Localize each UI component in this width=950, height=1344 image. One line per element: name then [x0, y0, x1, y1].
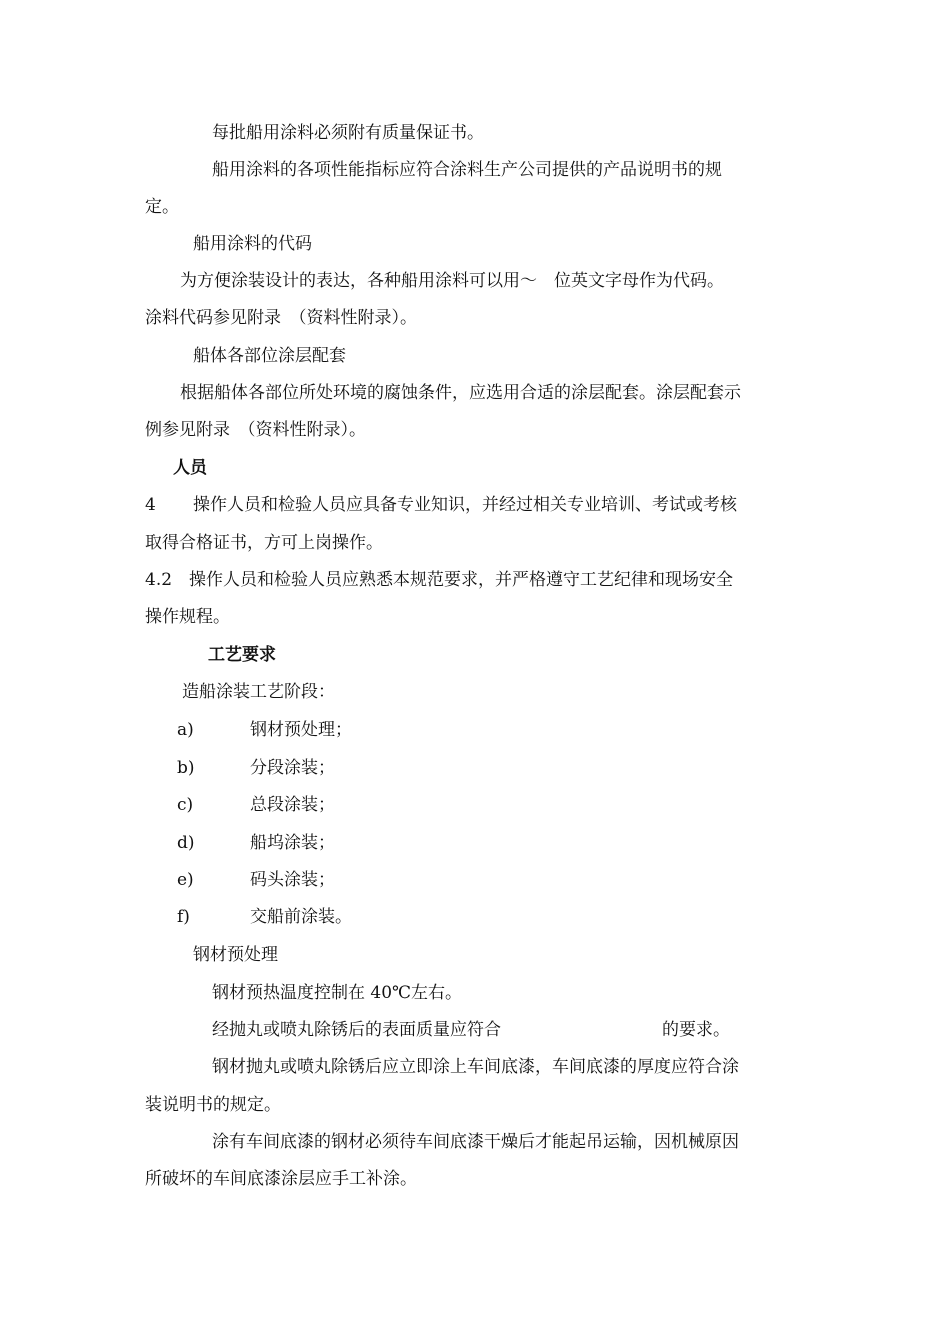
shop-primer-paragraph-line2: 装说明书的规定。: [145, 1095, 281, 1115]
personnel-rules-line2: 操作规程。: [145, 607, 230, 627]
coating-system-paragraph-line1: 根据船体各部位所处环境的腐蚀条件，应选用合适的涂层配套。涂层配套示: [180, 383, 741, 403]
process-stages-intro: 造船涂装工艺阶段：: [182, 682, 335, 702]
list-marker: a): [177, 720, 194, 740]
primer-drying-paragraph-line1: 涂有车间底漆的钢材必须待车间底漆干燥后才能起吊运输，因机械原因: [212, 1132, 739, 1152]
personnel-qualification-line2: 取得合格证书，方可上岗操作。: [145, 533, 383, 553]
preheat-temperature-paragraph: 钢材预热温度控制在 40℃左右。: [212, 983, 463, 1003]
list-item-text: 交船前涂装。: [250, 907, 352, 927]
list-marker: e): [177, 870, 194, 890]
list-item-text: 船坞涂装；: [250, 833, 335, 853]
coating-system-heading: 船体各部位涂层配套: [193, 346, 346, 366]
clause-number-4: 4: [145, 495, 156, 515]
coating-code-heading: 船用涂料的代码: [193, 234, 312, 254]
coating-system-paragraph-line2: 例参见附录 （资料性附录）。: [145, 420, 366, 440]
shop-primer-paragraph-line1: 钢材抛丸或喷丸除锈后应立即涂上车间底漆，车间底漆的厚度应符合涂: [212, 1057, 739, 1077]
performance-paragraph-line2: 定。: [145, 197, 179, 217]
list-item-text: 钢材预处理；: [250, 720, 352, 740]
coating-code-paragraph-line2: 涂料代码参见附录 （资料性附录）。: [145, 308, 417, 328]
list-marker: b): [177, 758, 195, 778]
personnel-qualification-line1: 操作人员和检验人员应具备专业知识，并经过相关专业培训、考试或考核: [193, 495, 737, 515]
quality-certificate-paragraph: 每批船用涂料必须附有质量保证书。: [212, 123, 484, 143]
list-marker: f): [177, 907, 190, 927]
list-marker: d): [177, 833, 195, 853]
surface-quality-paragraph-start: 经抛丸或喷丸除锈后的表面质量应符合: [212, 1020, 501, 1040]
list-item-text: 码头涂装；: [250, 870, 335, 890]
list-item-text: 总段涂装；: [250, 795, 335, 815]
primer-drying-paragraph-line2: 所破坏的车间底漆涂层应手工补涂。: [145, 1169, 417, 1189]
list-item-text: 分段涂装；: [250, 758, 335, 778]
performance-paragraph-line1: 船用涂料的各项性能指标应符合涂料生产公司提供的产品说明书的规: [212, 160, 722, 180]
coating-code-paragraph-line1: 为方便涂装设计的表达，各种船用涂料可以用～ 位英文字母作为代码。: [180, 271, 724, 291]
steel-pretreatment-heading: 钢材预处理: [193, 945, 278, 965]
personnel-rules-line1: 操作人员和检验人员应熟悉本规范要求，并严格遵守工艺纪律和现场安全: [189, 570, 733, 590]
surface-quality-paragraph-end: 的要求。: [662, 1020, 730, 1040]
personnel-heading: 人员: [173, 458, 207, 478]
process-requirements-heading: 工艺要求: [208, 645, 276, 665]
list-marker: c): [177, 795, 194, 815]
clause-number-4-2: 4.2: [145, 570, 173, 590]
